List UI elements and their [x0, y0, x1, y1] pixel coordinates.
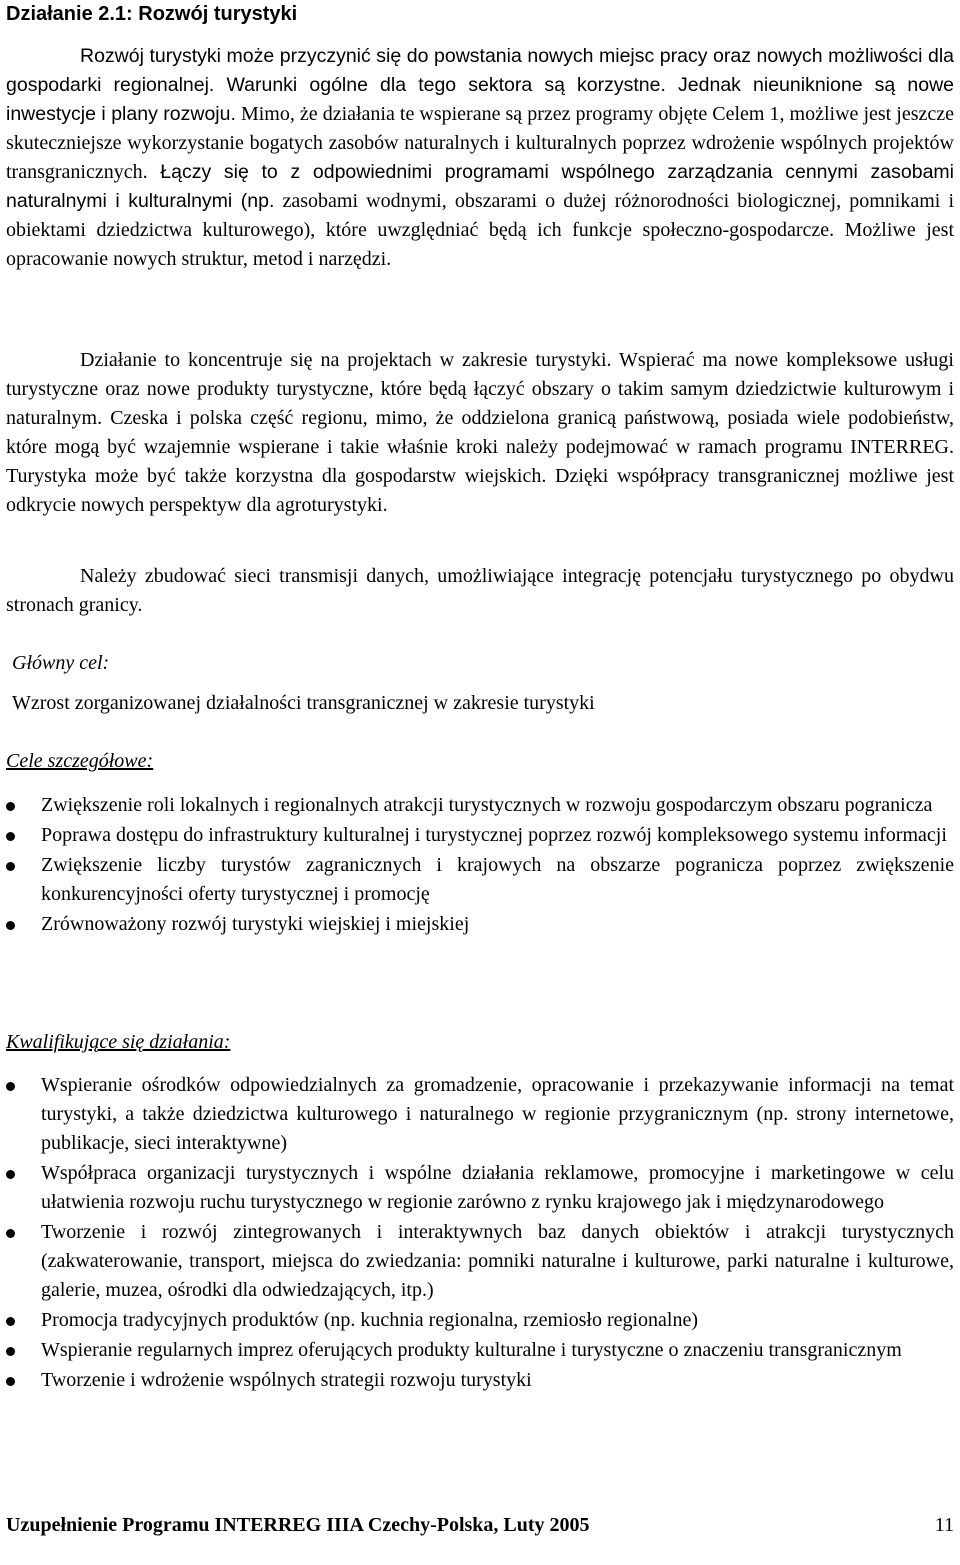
- specific-goals-list: [6, 791, 954, 940]
- bullet-icon: [6, 802, 15, 811]
- page-footer: [6, 1512, 954, 1538]
- section-heading: Działanie 2.1: Rozwój turystyki: [6, 3, 298, 25]
- page-number: 11: [934, 1514, 954, 1536]
- paragraph-intro-part-b: Mimo, że działania te wspierane są przez programy objęte Celem 1, możliwe jest jeszcze skuteczniejsze wykorzystanie bogatych zasobów naturalnych i kulturalnych poprzez wdrożenie wspólnych projektów transgranicznych.: [6, 103, 955, 183]
- main-goal-label: Główny cel:: [12, 652, 110, 674]
- list-item: Tworzenie i rozwój zintegrowanych i interaktywnych baz danych obiektów i atrakcji turystycznych (zakwaterowanie, transport, miejsca do zwiedzania: pomniki naturalne i kulturowe, parki naturalne i kulturowe, galerie, muzea, ośrodki dla odwiedzających, itp.): [6, 1218, 954, 1305]
- bullet-icon: [6, 862, 15, 871]
- list-item: Współpraca organizacji turystycznych i wspólne działania reklamowe, promocyjne i marketingowe w celu ułatwienia rozwoju ruchu turystycznego w regionie zarówno z rynku krajowego jak i międzynarodowego: [6, 1159, 954, 1217]
- bullet-icon: [6, 1170, 15, 1179]
- paragraph-intro: [6, 42, 954, 274]
- list-item: Wspieranie ośrodków odpowiedzialnych za gromadzenie, opracowanie i przekazywanie informacji na temat turystyki, a także dziedzictwa kulturowego i naturalnego w regionie przygranicznym (np. strony internetowe, publikacje, sieci interaktywne): [6, 1071, 954, 1158]
- footer-text: Uzupełnienie Programu INTERREG IIIA Czechy-Polska, Luty 2005: [6, 1514, 590, 1536]
- bullet-icon: [6, 1082, 15, 1091]
- qualifying-label: Kwalifikujące się działania:: [6, 1031, 231, 1053]
- list-item: Promocja tradycyjnych produktów (np. kuchnia regionalna, rzemiosło regionalne): [6, 1306, 954, 1335]
- list-item: Wspieranie regularnych imprez oferujących produkty kulturalne i turystyczne o znaczeniu transgranicznym: [6, 1336, 954, 1365]
- bullet-icon: [6, 921, 15, 930]
- list-item: Zwiększenie roli lokalnych i regionalnych atrakcji turystycznych w rozwoju gospodarczym obszaru pogranicza: [6, 791, 954, 820]
- list-item: Zrównoważony rozwój turystyki wiejskiej i miejskiej: [6, 910, 954, 939]
- specific-goals-label: Cele szczegółowe:: [6, 750, 154, 772]
- paragraph-intro-part-a: Rozwój turystyki może przyczynić się do powstania nowych miejsc pracy oraz nowych możliwości dla gospodarki regionalnej. Warunki ogólne dla tego sektora są korzystne. Jednak nieuniknione są nowe inwestycje i plany rozwoju.: [6, 45, 954, 125]
- list-item: Poprawa dostępu do infrastruktury kulturalnej i turystycznej poprzez rozwój kompleksowego systemu informacji: [6, 821, 954, 850]
- bullet-icon: [6, 1347, 15, 1356]
- paragraph-focus: Działanie to koncentruje się na projektach w zakresie turystyki. Wspierać ma nowe kompleksowe usługi turystyczne oraz nowe produkty turystyczne, które będą łączyć obszary o takim samym dziedzictwie kulturowym i naturalnym. Czeska i polska część regionu, mimo, że oddzielona granicą państwową, posiada wiele podobieństw, które mogą być wzajemnie wspierane i takie właśnie kroki należy podejmować w ramach programu INTERREG. Turystyka może być także korzystna dla gospodarstw wiejskich. Dzięki współpracy transgranicznej możliwe jest odkrycie nowych perspektyw dla agroturystyki.: [6, 349, 954, 516]
- main-goal-text: Wzrost zorganizowanej działalności transgranicznej w zakresie turystyki: [12, 692, 595, 714]
- list-item: Tworzenie i wdrożenie wspólnych strategii rozwoju turystyki: [6, 1366, 954, 1395]
- paragraph-intro-part-c: Łączy się to z odpowiednimi programami wspólnego zarządzania cennymi zasobami naturalnymi i kulturalnymi (np.: [6, 161, 954, 212]
- paragraph-networks: Należy zbudować sieci transmisji danych, umożliwiające integrację potencjału turystycznego po obydwu stronach granicy.: [6, 565, 954, 616]
- bullet-icon: [6, 1229, 15, 1238]
- qualifying-list: [6, 1071, 954, 1396]
- bullet-icon: [6, 832, 15, 841]
- list-item: Zwiększenie liczby turystów zagranicznych i krajowych na obszarze pogranicza poprzez zwiększenie konkurencyjności oferty turystycznej i promocję: [6, 851, 954, 909]
- bullet-icon: [6, 1377, 15, 1386]
- paragraph-intro-part-d: zasobami wodnymi, obszarami o dużej różnorodności biologicznej, pomnikami i obiektami dziedzictwa kulturowego), które uwzględniać będą ich funkcje społeczno-gospodarcze. Możliwe jest opracowanie nowych struktur, metod i narzędzi.: [6, 190, 955, 270]
- bullet-icon: [6, 1317, 15, 1326]
